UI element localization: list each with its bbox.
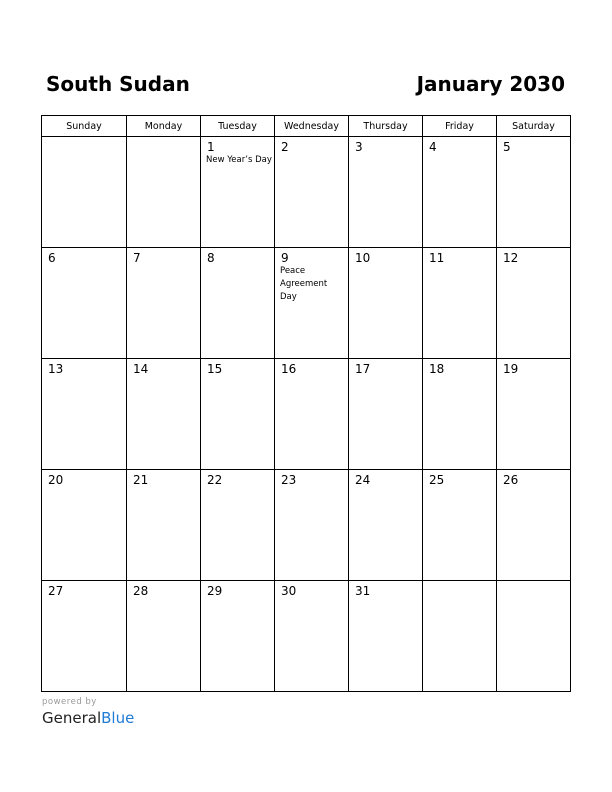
weekday-header-row <box>42 116 571 137</box>
weekday-wednesday: Wednesday <box>275 116 349 137</box>
weekday-sunday: Sunday <box>42 116 127 137</box>
day-cell <box>497 248 571 359</box>
day-number: 17 <box>355 362 371 376</box>
holiday-label: New Year’s Day <box>206 155 272 165</box>
day-cell <box>201 248 275 359</box>
brand-blue: Blue <box>101 709 135 727</box>
day-cell <box>497 359 571 470</box>
week-row <box>42 359 571 470</box>
day-cell <box>275 359 349 470</box>
weekday-friday: Friday <box>423 116 497 137</box>
day-number: 10 <box>355 251 371 265</box>
day-cell <box>42 470 127 581</box>
day-cell <box>497 137 571 248</box>
day-number: 24 <box>355 473 371 487</box>
empty-day-cell <box>127 137 201 248</box>
day-number: 29 <box>207 584 223 598</box>
day-cell <box>127 581 201 692</box>
day-cell <box>497 470 571 581</box>
weekday-saturday: Saturday <box>497 116 571 137</box>
day-number: 19 <box>503 362 519 376</box>
day-number: 3 <box>355 140 363 154</box>
day-number: 5 <box>503 140 511 154</box>
country-title: South Sudan <box>46 72 190 96</box>
week-row <box>42 470 571 581</box>
day-number: 30 <box>281 584 297 598</box>
footer-branding <box>42 697 134 727</box>
holiday-label: Peace Agreement Day <box>280 266 328 302</box>
day-number: 7 <box>133 251 141 265</box>
day-cell <box>275 581 349 692</box>
day-cell <box>275 470 349 581</box>
weekday-monday: Monday <box>127 116 201 137</box>
empty-day-cell <box>42 137 127 248</box>
day-cell <box>423 248 497 359</box>
day-number: 9 <box>281 251 289 265</box>
day-cell <box>42 248 127 359</box>
day-number: 16 <box>281 362 297 376</box>
day-cell <box>127 470 201 581</box>
day-number: 27 <box>48 584 64 598</box>
day-cell <box>349 137 423 248</box>
day-cell <box>349 470 423 581</box>
day-cell <box>201 359 275 470</box>
day-number: 12 <box>503 251 519 265</box>
day-number: 14 <box>133 362 149 376</box>
empty-day-cell <box>423 581 497 692</box>
day-number: 4 <box>429 140 437 154</box>
day-number: 13 <box>48 362 64 376</box>
month-year-title: January 2030 <box>416 72 565 96</box>
day-cell <box>127 248 201 359</box>
day-number: 22 <box>207 473 223 487</box>
day-number: 31 <box>355 584 371 598</box>
day-cell <box>42 359 127 470</box>
day-number: 2 <box>281 140 289 154</box>
day-cell <box>275 248 349 359</box>
generalblue-logo <box>42 709 134 727</box>
day-number: 6 <box>48 251 56 265</box>
day-number: 15 <box>207 362 223 376</box>
day-cell <box>42 581 127 692</box>
day-cell <box>201 581 275 692</box>
week-row <box>42 248 571 359</box>
day-number: 11 <box>429 251 445 265</box>
calendar-grid <box>41 115 571 692</box>
day-number: 8 <box>207 251 215 265</box>
week-row <box>42 581 571 692</box>
day-number: 1 <box>207 140 215 154</box>
day-cell <box>349 248 423 359</box>
weekday-tuesday: Tuesday <box>201 116 275 137</box>
day-number: 20 <box>48 473 64 487</box>
day-cell <box>275 137 349 248</box>
day-cell <box>423 470 497 581</box>
day-number: 28 <box>133 584 149 598</box>
day-number: 21 <box>133 473 149 487</box>
day-cell <box>423 137 497 248</box>
day-number: 18 <box>429 362 445 376</box>
week-row <box>42 137 571 248</box>
day-number: 23 <box>281 473 297 487</box>
weekday-thursday: Thursday <box>349 116 423 137</box>
day-cell <box>349 359 423 470</box>
day-cell <box>201 137 275 248</box>
day-number: 25 <box>429 473 445 487</box>
day-cell <box>423 359 497 470</box>
day-cell <box>127 359 201 470</box>
powered-by-label: powered by <box>42 697 97 707</box>
brand-general: General <box>42 709 102 727</box>
day-cell <box>201 470 275 581</box>
day-number: 26 <box>503 473 519 487</box>
day-cell <box>349 581 423 692</box>
empty-day-cell <box>497 581 571 692</box>
